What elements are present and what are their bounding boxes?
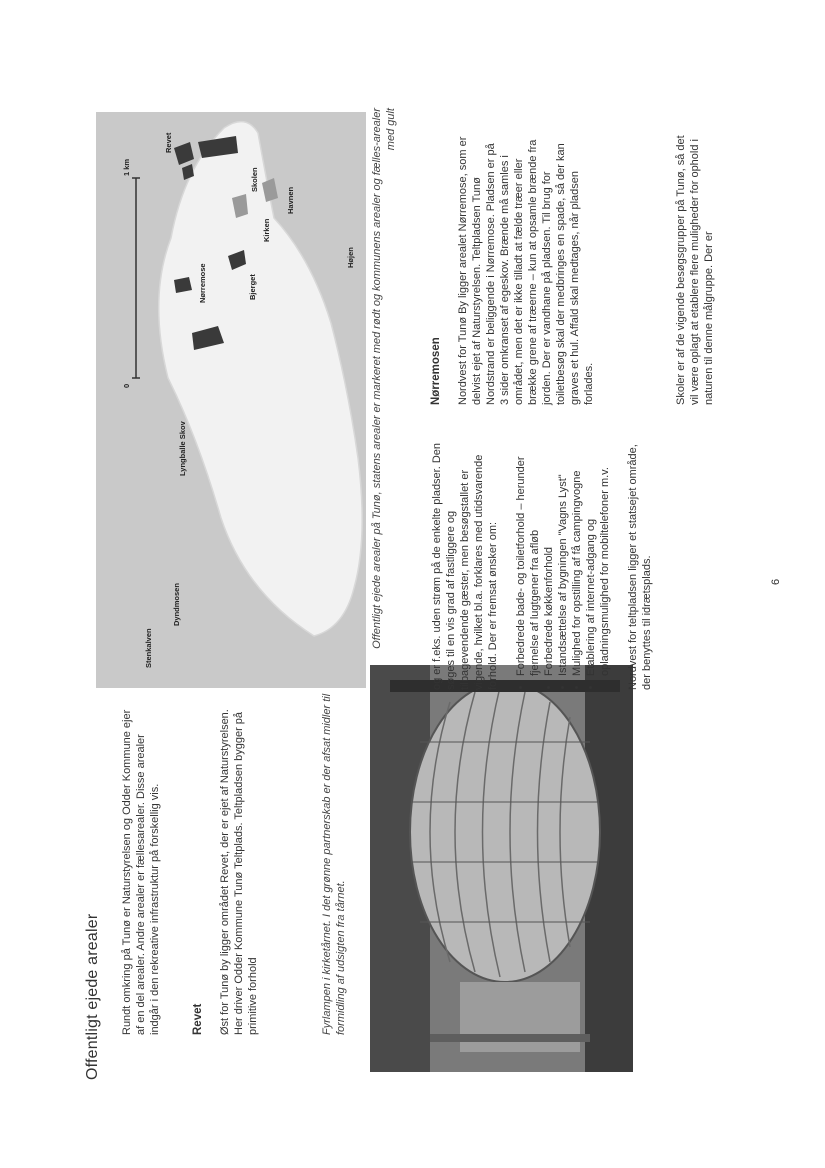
map-label-kirken: Kirken	[262, 218, 271, 242]
map-label-norremose: Nørremose	[198, 263, 207, 303]
wish-item: • Etablering af internet-adgang og opladningsmulighed for mobiltelefoner m.v.	[584, 430, 612, 676]
map-caption: Offentligt ejede arealer på Tunø, statens arealer er markeret med rødt og kommunens arealer og fælles-arealer med gult	[371, 108, 397, 649]
map-label-hojen: Højen	[346, 247, 355, 268]
lighthouse-lamp-photo	[370, 665, 633, 1072]
wish-item: • Forbedrede køkkenforhold	[542, 430, 556, 676]
map-label-stenkalven: Stenkalven	[144, 628, 153, 668]
map-label-skolen: Skolen	[250, 167, 259, 192]
norremosen-heading: Nørremosen	[430, 337, 442, 405]
page-number: 6	[770, 578, 782, 585]
intro-paragraph: Rundt omkring på Tunø er Naturstyrelsen og Odder Kommune ejer af en del arealer. Andre arealer er fællesarealer. Disse arealer indgår i den rekreative infrastruktur på forskellig vis.	[121, 709, 161, 1035]
scale-label-zero: 0	[122, 383, 131, 388]
map-label-bjerget: Bjerget	[248, 274, 257, 300]
photo-caption: Fyrlampen i kirketårnet. I det grønne partnerskab er der afsat midler til formidling af udsigten fra tårnet.	[321, 693, 347, 1035]
scale-label-km: 1 km	[122, 158, 131, 176]
revet-paragraph: Øst for Tunø by ligger området Revet, der er ejet af Naturstyrelsen. Her driver Odder Kommune Tunø Teltplads. Teltpladsen bygger på primitive forhold	[219, 709, 259, 1035]
middle-outro-paragraph: Nordvest for teltpladsen ligger et statsejet område, der benyttes til idrætsplads.	[627, 444, 653, 690]
skoler-paragraph: Skoler er af de vigende besøgsgrupper på Tunø, så det vil være oplagt at etablere flere muligheder for ophold i naturen til denne målgruppe. Der er	[675, 135, 715, 405]
page-title: Offentligt ejede arealer	[84, 913, 101, 1080]
wish-item: • Forbedrede bade- og toiletforhold – herunder fjernelse af lugtgener fra afløb	[514, 430, 542, 676]
wish-item: • Mulighed for opstilling af få campingvogne	[570, 430, 584, 676]
island-map-graphic	[96, 112, 366, 688]
map-label-dyndmosen: Dyndmosen	[172, 583, 181, 626]
revet-heading: Revet	[192, 1003, 204, 1035]
map-label-havnen: Havnen	[286, 186, 295, 214]
middle-column	[430, 430, 654, 690]
wishes-list	[514, 430, 612, 690]
map-label-revet: Revet	[164, 132, 173, 153]
map-label-lyngballe-skov: Lyngballe Skov	[178, 421, 187, 476]
middle-intro-paragraph: og er f.eks. uden strøm på de enkelte pladser. Den søges til en vis grad af fastliggere og tilbagevendende gæster, men besøgstallet er vigende, hvilket bl.a. forklares med utidsvarende forhold. Der er fremsat ønsker om:	[431, 442, 499, 690]
island-map	[96, 112, 366, 688]
norremosen-paragraph: Nordvest for Tunø By ligger arealet Nørremose, som er delvist ejet af Naturstyrelsen. Teltpladsen Tunø Nordstrand er beliggende i Nørremose. Pladsen er på 3 sider omkranset af egeskov. Brænde må samles i området, men det er ikke tilladt at fælde træer eller brække grene af træerne – kun at opsamle brænde fra jorden. Der er vandhane på pladsen. Til brug for toiletbesøg skal der medbringes en spade, så der kan graves et hul. Affald skal medtages, når pladsen forlades.	[457, 136, 595, 405]
lighthouse-lamp-illustration	[370, 665, 633, 1072]
wish-item: • Istandsættelse af bygningen "Vagns Lyst"	[556, 430, 570, 676]
